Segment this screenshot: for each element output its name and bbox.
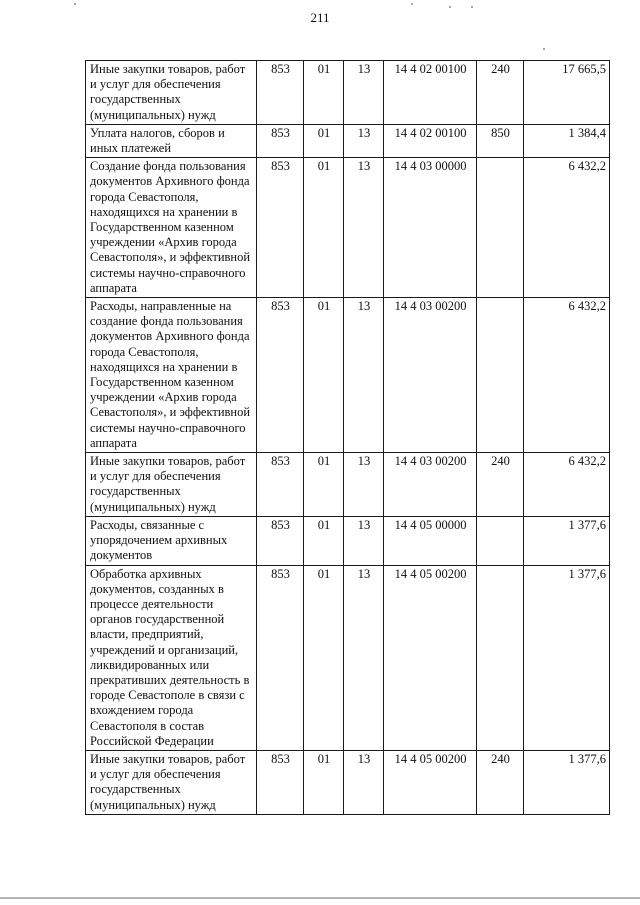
table-row — [86, 124, 610, 157]
ministry-code: 853 — [257, 516, 304, 565]
ministry-code: 853 — [257, 453, 304, 517]
page-number: 211 — [310, 10, 330, 25]
subsection-code: 13 — [344, 158, 384, 298]
table-row — [86, 61, 610, 125]
row-name: Расходы, связанные с упорядочением архивных документов — [86, 516, 257, 565]
ministry-code: 853 — [257, 124, 304, 157]
amount-value: 17 665,5 — [524, 61, 610, 125]
ministry-code: 853 — [257, 750, 304, 814]
amount-value: 1 377,6 — [524, 565, 610, 750]
scan-speck — [74, 3, 76, 5]
row-name: Иные закупки товаров, работ и услуг для обеспечения государственных (муниципальных) нужд — [86, 453, 257, 517]
table-row — [86, 565, 610, 750]
section-code: 01 — [304, 298, 344, 453]
section-code: 01 — [304, 124, 344, 157]
ministry-code: 853 — [257, 61, 304, 125]
target-article-code: 14 4 05 00200 — [384, 750, 477, 814]
section-code: 01 — [304, 61, 344, 125]
scan-speck — [543, 48, 545, 50]
target-article-code: 14 4 05 00200 — [384, 565, 477, 750]
target-article-code: 14 4 05 00000 — [384, 516, 477, 565]
row-name: Расходы, направленные на создание фонда пользования документов Архивного фонда города Севастополя, находящихся на хранении в Государственном казенном учреждении «Архив города Севастополя», и эффективной системы научно-справочного аппарата — [86, 298, 257, 453]
table-row — [86, 453, 610, 517]
row-name: Уплата налогов, сборов и иных платежей — [86, 124, 257, 157]
subsection-code: 13 — [344, 516, 384, 565]
table-row — [86, 298, 610, 453]
target-article-code: 14 4 03 00200 — [384, 453, 477, 517]
expense-type-code — [477, 516, 524, 565]
amount-value: 1 377,6 — [524, 516, 610, 565]
ministry-code: 853 — [257, 565, 304, 750]
section-code: 01 — [304, 750, 344, 814]
row-name: Создание фонда пользования документов Архивного фонда города Севастополя, находящихся на хранении в Государственном казенном учреждении «Архив города Севастополя», и эффективной системы научно-справочного аппарата — [86, 158, 257, 298]
amount-value: 1 384,4 — [524, 124, 610, 157]
section-code: 01 — [304, 453, 344, 517]
table-row — [86, 158, 610, 298]
expense-type-code: 240 — [477, 750, 524, 814]
subsection-code: 13 — [344, 61, 384, 125]
expense-type-code: 240 — [477, 61, 524, 125]
budget-table — [85, 60, 610, 815]
expense-type-code — [477, 565, 524, 750]
scan-speck — [471, 6, 473, 8]
target-article-code: 14 4 02 00100 — [384, 124, 477, 157]
expense-type-code — [477, 298, 524, 453]
subsection-code: 13 — [344, 565, 384, 750]
table-row — [86, 750, 610, 814]
subsection-code: 13 — [344, 124, 384, 157]
target-article-code: 14 4 02 00100 — [384, 61, 477, 125]
section-code: 01 — [304, 516, 344, 565]
section-code: 01 — [304, 565, 344, 750]
expense-type-code: 850 — [477, 124, 524, 157]
scan-speck — [411, 3, 413, 5]
target-article-code: 14 4 03 00200 — [384, 298, 477, 453]
expense-type-code: 240 — [477, 453, 524, 517]
amount-value: 6 432,2 — [524, 453, 610, 517]
subsection-code: 13 — [344, 750, 384, 814]
subsection-code: 13 — [344, 453, 384, 517]
amount-value: 1 377,6 — [524, 750, 610, 814]
subsection-code: 13 — [344, 298, 384, 453]
row-name: Иные закупки товаров, работ и услуг для обеспечения государственных (муниципальных) нужд — [86, 61, 257, 125]
amount-value: 6 432,2 — [524, 158, 610, 298]
table-row — [86, 516, 610, 565]
section-code: 01 — [304, 158, 344, 298]
amount-value: 6 432,2 — [524, 298, 610, 453]
ministry-code: 853 — [257, 298, 304, 453]
ministry-code: 853 — [257, 158, 304, 298]
scan-speck — [449, 6, 451, 8]
scan-edge-line — [0, 897, 640, 899]
target-article-code: 14 4 03 00000 — [384, 158, 477, 298]
row-name: Обработка архивных документов, созданных в процессе деятельности органов государственной власти, предприятий, учреждений и организаций, ликвидированных или прекративших деятельность в городе Севастополе в связи с вхождением города Севастополя в состав Российской Федерации — [86, 565, 257, 750]
expense-type-code — [477, 158, 524, 298]
row-name: Иные закупки товаров, работ и услуг для обеспечения государственных (муниципальных) нужд — [86, 750, 257, 814]
